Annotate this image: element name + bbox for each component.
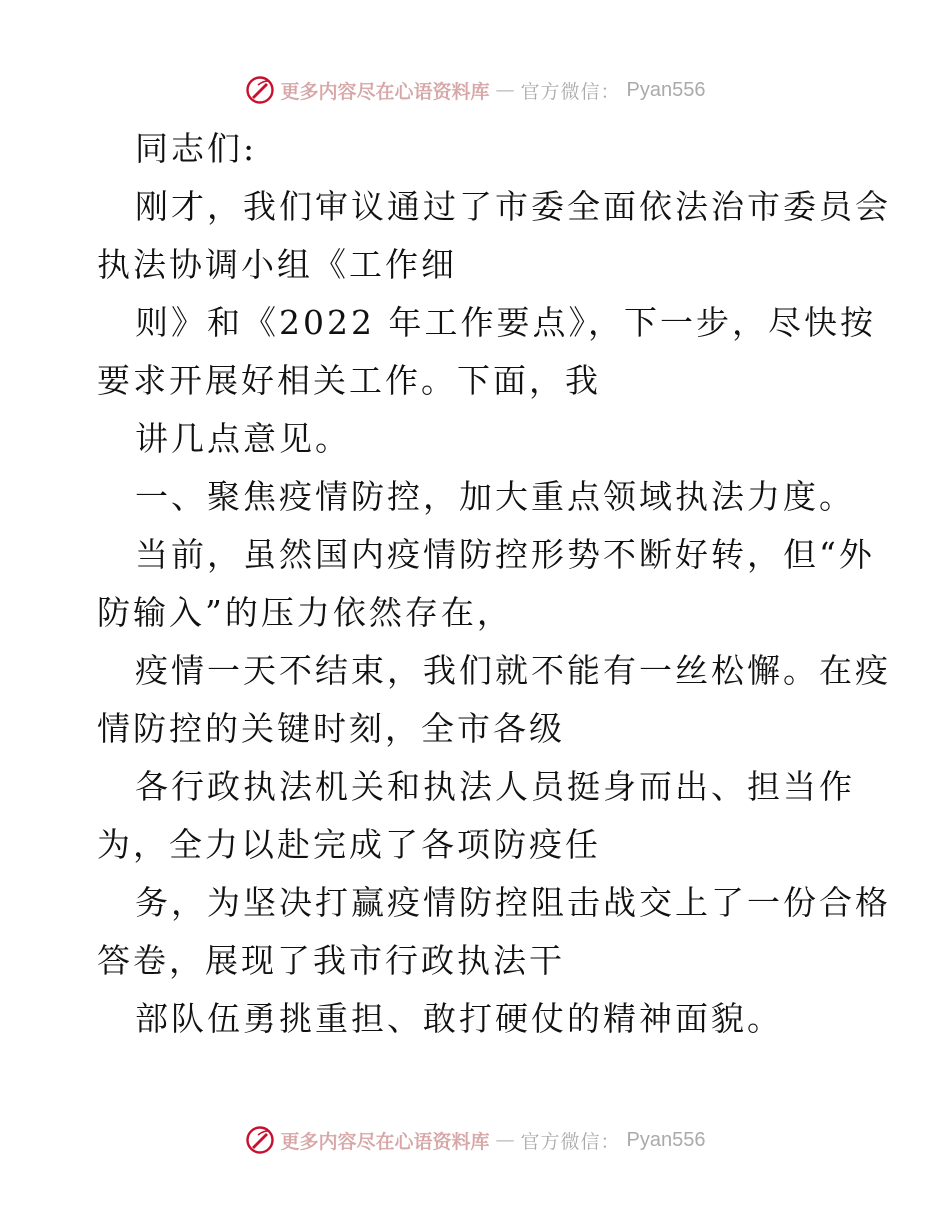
text-line: 则》和《2022 年工作要点》，下一步，尽快按 — [135, 303, 876, 342]
text-line: 同志们: — [135, 129, 258, 168]
footer-watermark — [0, 1122, 950, 1158]
quill-logo-icon — [245, 1125, 275, 1155]
watermark-brand: 更多内容尽在心语资料库 — [280, 80, 490, 103]
text-line: 刚才，我们审议通过了市委全面依法治市委员会 — [135, 187, 891, 226]
watermark-wechat-id: Pyan556 — [626, 1128, 706, 1151]
text-line: 讲几点意见。 — [135, 419, 351, 458]
text-line: 为，全力以赴完成了各项防疫任 — [97, 825, 601, 864]
text-line: 执法协调小组《工作细 — [97, 245, 457, 284]
text-line: 要求开展好相关工作。下面，我 — [97, 361, 601, 400]
watermark-wechat-id: Pyan556 — [626, 78, 706, 101]
header-watermark — [0, 72, 950, 108]
text-line: 一、聚焦疫情防控，加大重点领域执法力度。 — [135, 477, 855, 516]
watermark-official-label: 官方微信： — [520, 80, 621, 103]
watermark-separator: — — [495, 1129, 515, 1151]
text-line: 各行政执法机关和执法人员挺身而出、担当作 — [135, 767, 855, 806]
text-line: 答卷，展现了我市行政执法干 — [97, 941, 565, 980]
document-body — [97, 120, 891, 1048]
watermark-separator: — — [495, 79, 515, 101]
text-line: 防输入”的压力依然存在， — [97, 593, 513, 632]
text-line: 务，为坚决打赢疫情防控阻击战交上了一份合格 — [135, 883, 891, 922]
watermark-brand: 更多内容尽在心语资料库 — [280, 1130, 490, 1153]
text-line: 部队伍勇挑重担、敢打硬仗的精神面貌。 — [135, 999, 783, 1038]
text-line: 疫情一天不结束，我们就不能有一丝松懈。在疫 — [135, 651, 891, 690]
watermark-official-label: 官方微信： — [520, 1130, 621, 1153]
text-line: 当前，虽然国内疫情防控形势不断好转，但“外 — [135, 535, 875, 574]
text-line: 情防控的关键时刻，全市各级 — [97, 709, 565, 748]
quill-logo-icon — [245, 75, 275, 105]
